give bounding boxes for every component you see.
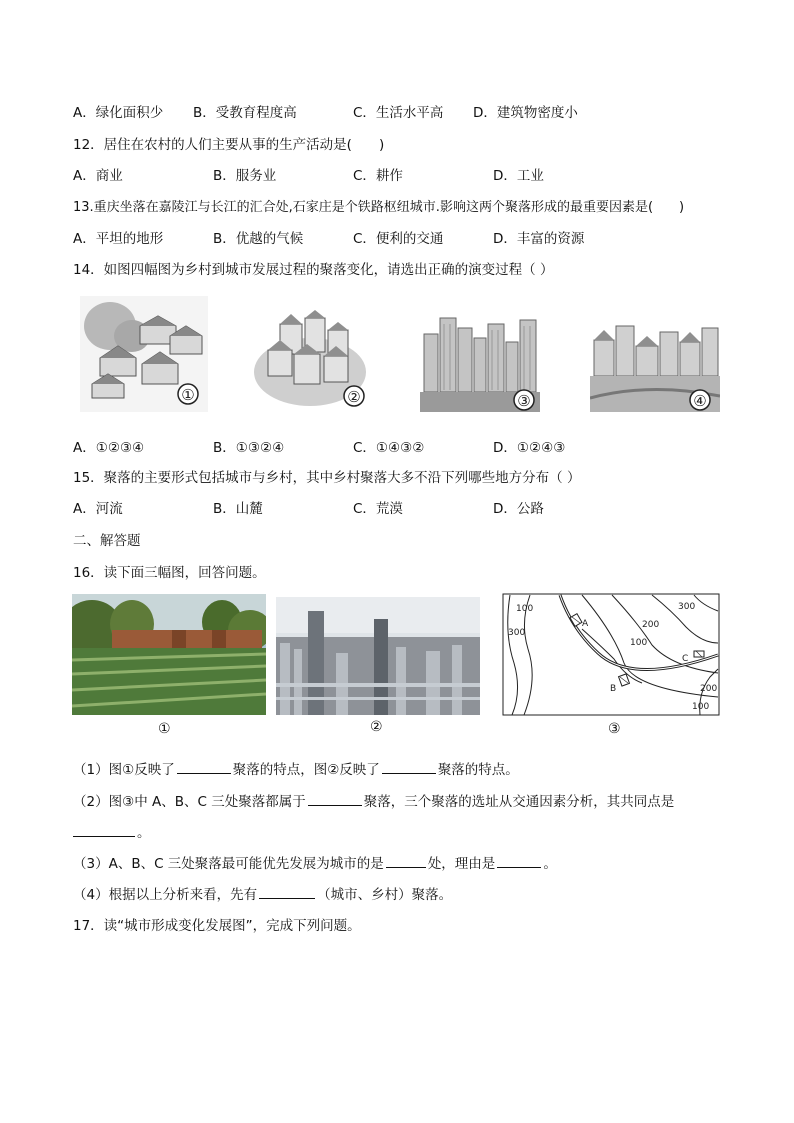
answer-blank[interactable] [308,804,362,806]
map-point-label: C [682,654,689,664]
answer-blank[interactable] [177,772,231,774]
q12-stem: 12．居住在农村的人们主要从事的生产活动是( ) [73,137,385,153]
contour-label: 300 [508,628,526,638]
figure-1-label: ① [181,386,195,404]
q16-sub4-text-b: （城市、乡村）聚落。 [317,887,453,903]
figure-caption-3: ③ [608,721,621,737]
q12-option-a: A．商业 [73,168,123,184]
section-heading: 二、解答题 [73,533,141,549]
q16-sub1 [73,758,519,778]
answer-blank[interactable] [259,897,315,899]
q16-sub3 [73,852,557,872]
q16-sub2-cont [73,821,151,841]
answer-blank[interactable] [382,772,436,774]
q15-option-a: A．河流 [73,501,123,517]
village-sketch-1 [80,296,208,412]
q16-stem: 16．读下面三幅图，回答问题。 [73,565,266,581]
q15-option-b: B．山麓 [213,501,263,517]
q13-stem: 13.重庆坐落在嘉陵江与长江的汇合处,石家庄是个铁路枢纽城市.影响这两个聚落形成的最重要因素是( ) [73,200,685,215]
q17-stem: 17．读“城市形成变化发展图”，完成下列问题。 [73,918,361,934]
contour-label: 100 [516,604,534,614]
contour-label: 200 [642,620,660,630]
city-sketch-3 [420,314,540,412]
q12-option-c: C．耕作 [353,168,403,184]
figure-caption-1: ① [158,721,171,737]
q11-option-c: C．生活水平高 [353,105,444,121]
q15-option-d: D．公路 [493,501,544,517]
q14-stem: 14．如图四幅图为乡村到城市发展过程的聚落变化，请选出正确的演变过程（ ） [73,262,554,278]
figure-2-label: ② [347,388,361,406]
answer-blank[interactable] [386,866,426,868]
q16-sub2-text-b: 聚落，三个聚落的选址从交通因素分析，其共同点是 [363,794,675,810]
q14-option-a: A．①②③④ [73,440,145,456]
q11-option-b: B．受教育程度高 [193,105,297,121]
q16-sub4 [73,883,452,903]
q11-option-a: A．绿化面积少 [73,105,164,121]
answer-blank[interactable] [497,866,541,868]
farmland-photo [72,594,266,715]
q16-sub2 [73,790,674,810]
q14-option-c: C．①④③② [353,440,425,456]
town-sketch-2 [250,310,372,410]
answer-blank[interactable] [73,835,135,837]
city-photo [276,597,480,715]
q16-sub3-text-a: （3）A、B、C 三处聚落最可能优先发展为城市的是 [73,856,384,872]
contour-label: 300 [678,602,696,612]
q14-option-b: B．①③②④ [213,440,285,456]
figure-3-label: ③ [517,392,531,410]
contour-label: 200 [700,684,718,694]
q16-sub4-text-a: （4）根据以上分析来看，先有 [73,887,258,903]
q15-stem: 15．聚落的主要形式包括城市与乡村，其中乡村聚落大多不沿下列哪些地方分布（ ） [73,470,581,486]
q16-sub2-text-c: 。 [137,825,151,841]
figure-caption-2: ② [370,719,383,735]
contour-label: 100 [630,638,648,648]
q16-sub3-text-b: 处，理由是 [427,856,496,872]
city-sketch-4 [590,318,720,412]
q16-sub2-text-a: （2）图③中 A、B、C 三处聚落都属于 [73,794,306,810]
q16-sub3-text-c: 。 [543,856,557,872]
q16-sub1-text-c: 聚落的特点。 [437,762,519,778]
q16-sub1-text-a: （1）图①反映了 [73,762,175,778]
q11-option-d: D．建筑物密度小 [473,105,578,121]
q16-sub1-text-b: 聚落的特点，图②反映了 [232,762,380,778]
contour-label: 100 [692,702,710,712]
q15-option-c: C．荒漠 [353,501,403,517]
q14-option-d: D．①②④③ [493,440,566,456]
figure-4-label: ④ [693,392,707,410]
q13-option-a: A．平坦的地形 [73,231,164,247]
q13-option-b: B．优越的气候 [213,231,304,247]
q12-option-b: B．服务业 [213,168,277,184]
q13-option-d: D．丰富的资源 [493,231,585,247]
map-point-label: A [582,619,589,629]
q13-option-c: C．便利的交通 [353,231,444,247]
q12-option-d: D．工业 [493,168,544,184]
contour-map [502,593,720,716]
map-point-label: B [610,684,617,694]
